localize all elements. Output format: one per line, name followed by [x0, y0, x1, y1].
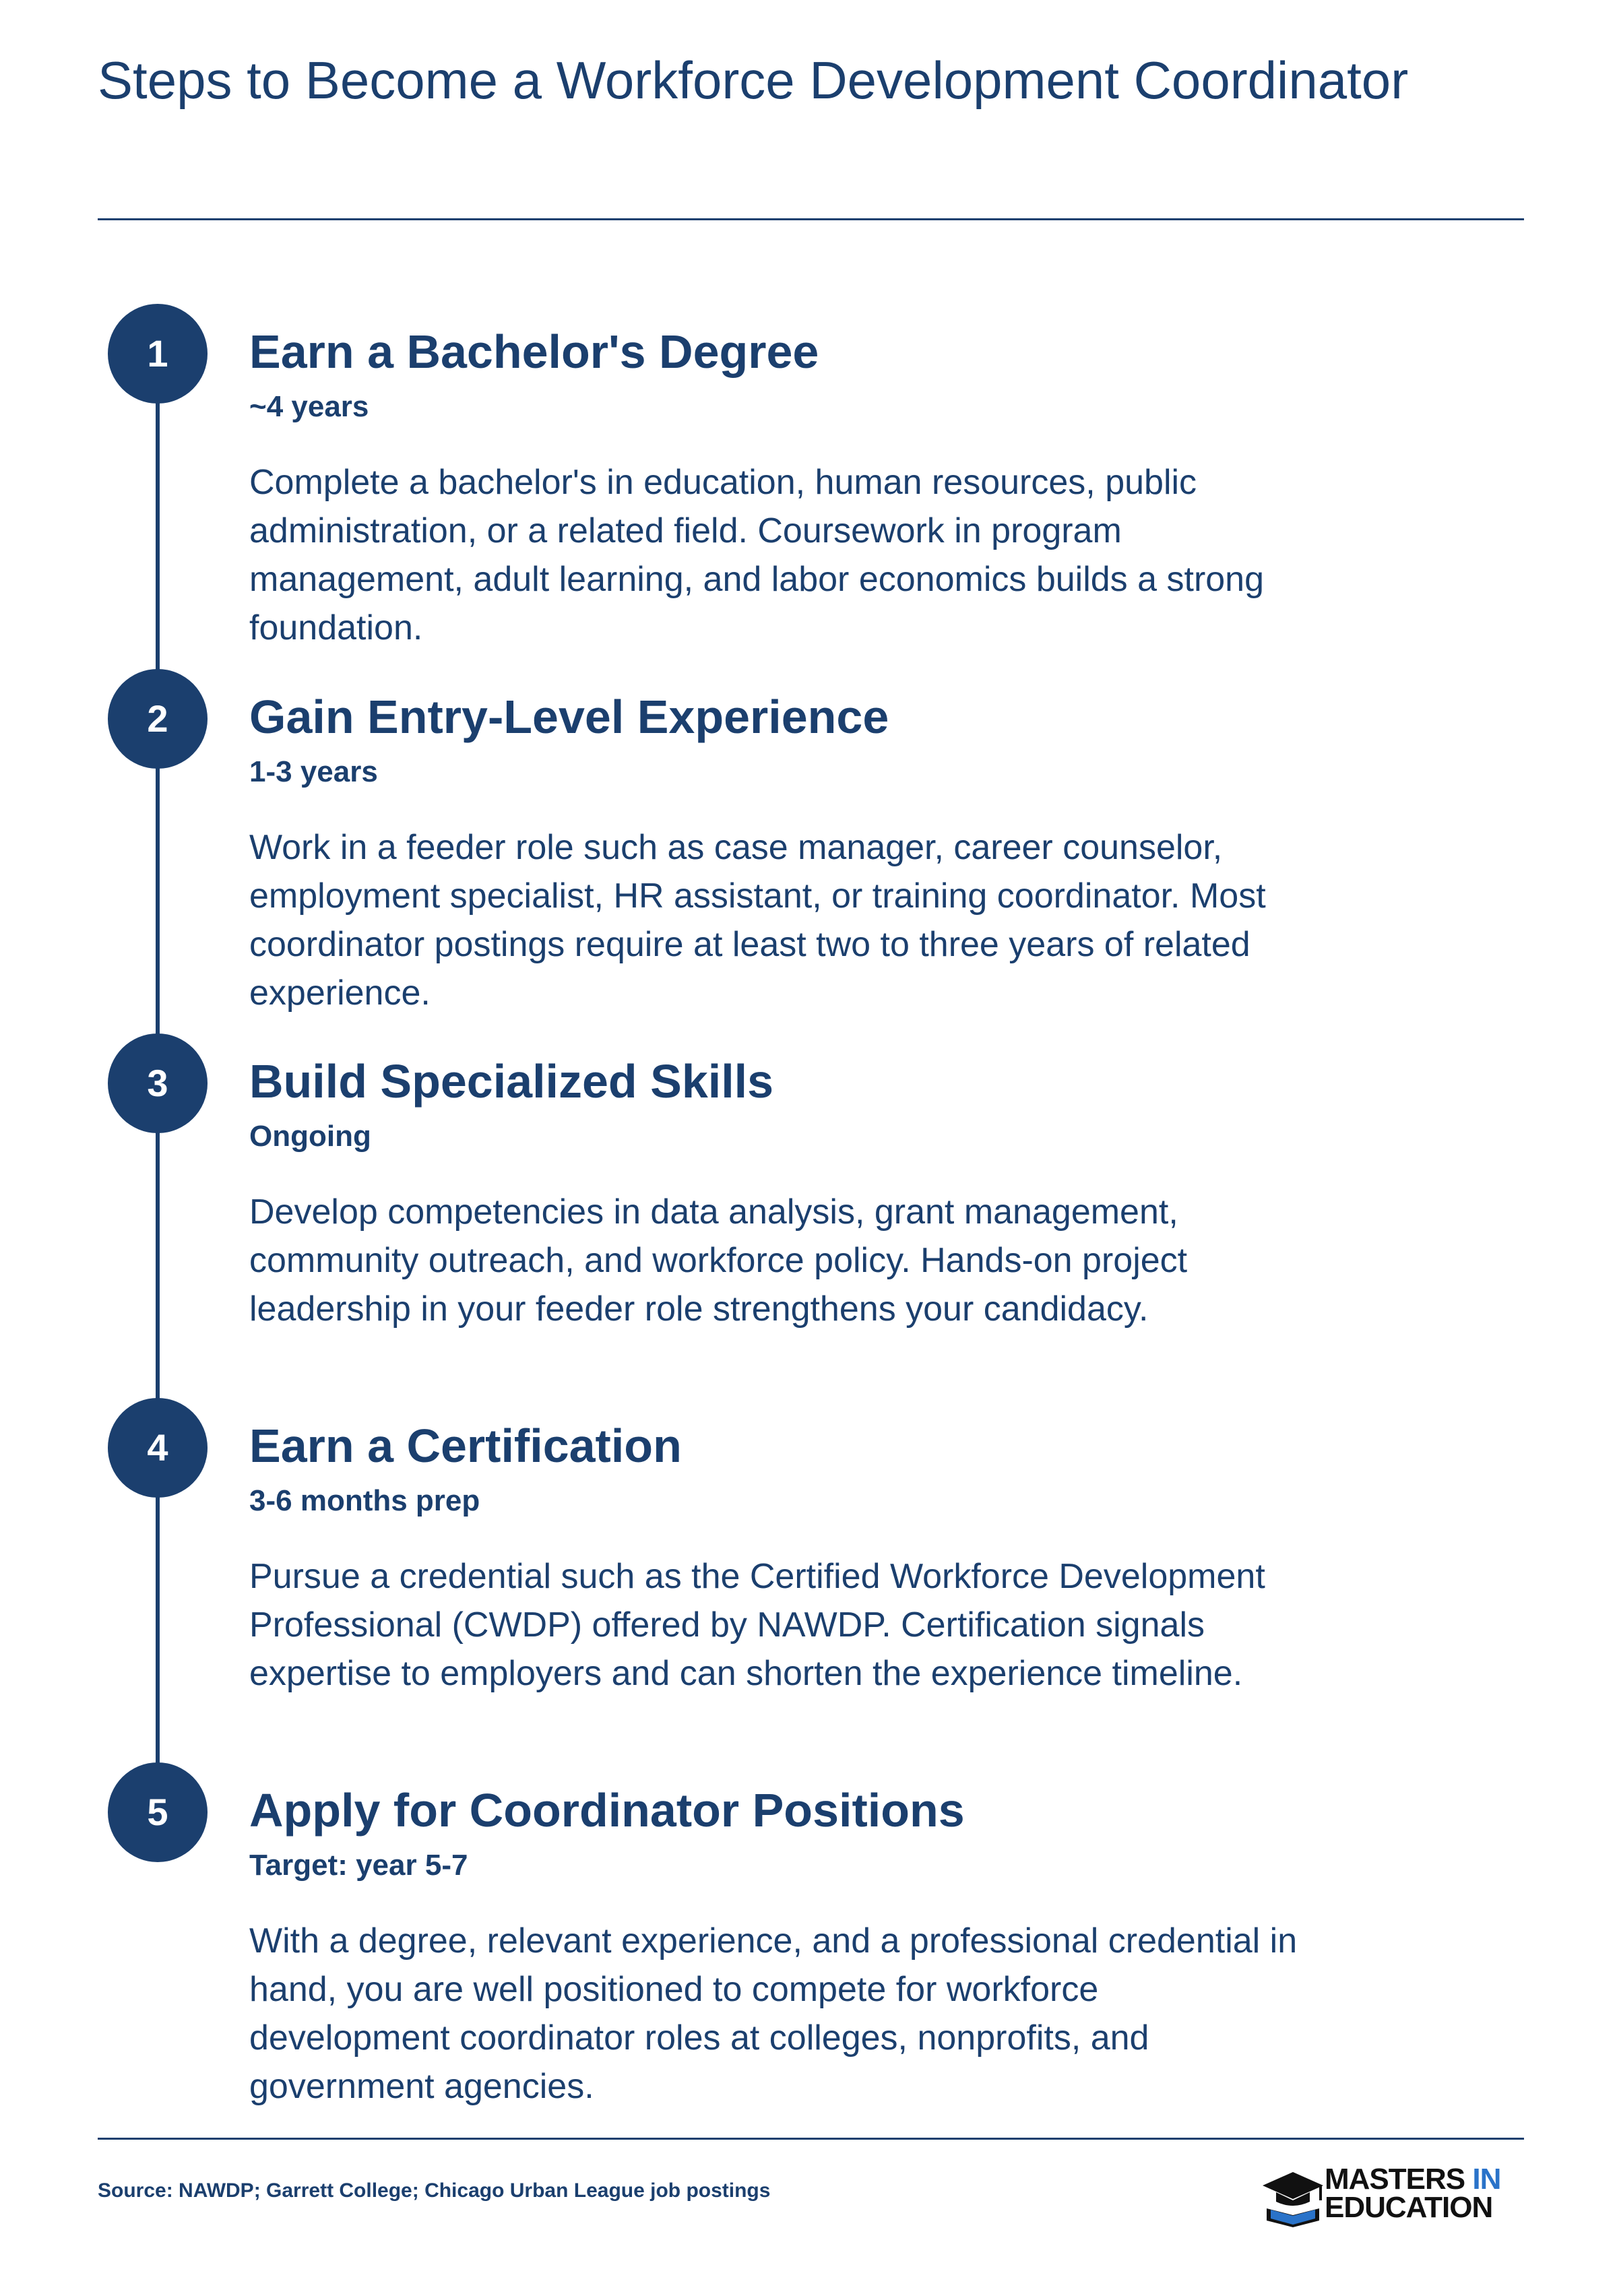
step-description: Work in a feeder role such as case manager, career counselor, employment specialist, HR assistant, or training coordinator. Most coordinator postings require at least two to three years of related experience. — [249, 828, 1266, 1013]
step-number-badge: 3 — [108, 1033, 208, 1133]
logo-word-education: EDUCATION — [1325, 2191, 1493, 2224]
step-duration: Ongoing — [249, 1120, 371, 1153]
step-number-badge: 5 — [108, 1762, 208, 1862]
step-description: Develop competencies in data analysis, grant management, community outreach, and workforce policy. Hands-on project leadership in your feeder role strengthens your candidacy. — [249, 1192, 1188, 1329]
header-divider — [98, 218, 1524, 220]
graduation-cap-book-icon — [1260, 2168, 1326, 2230]
step-title: Gain Entry-Level Experience — [249, 691, 889, 743]
step-duration: ~4 years — [249, 390, 369, 423]
logo-word-masters: MASTERS — [1325, 2163, 1465, 2196]
step-number-badge: 2 — [108, 669, 208, 769]
source-note: Source: NAWDP; Garrett College; Chicago Urban League job postings — [98, 2179, 771, 2202]
footer-divider — [98, 2138, 1524, 2140]
step-duration: 1-3 years — [249, 755, 378, 788]
step-title: Earn a Certification — [249, 1420, 682, 1472]
step-description: Pursue a credential such as the Certified Workforce Development Professional (CWDP) offered by NAWDP. Certification signals expertise to employers and can shorten the experience timeline. — [249, 1557, 1265, 1693]
masters-in-education-logo — [1260, 2163, 1524, 2237]
logo-word-in: IN — [1472, 2163, 1501, 2196]
step-description: Complete a bachelor's in education, human resources, public administration, or a related field. Coursework in program management, adult learning, and labor economics builds a strong foundation. — [249, 463, 1265, 647]
step-duration: Target: year 5-7 — [249, 1849, 468, 1882]
step-description: With a degree, relevant experience, and a professional credential in hand, you are well positioned to compete for workforce development coordinator roles at colleges, nonprofits, and government agencies. — [249, 1921, 1298, 2106]
step-number-badge: 1 — [108, 304, 208, 404]
logo-wordmark — [1325, 2165, 1500, 2222]
step-number-badge: 4 — [108, 1398, 208, 1498]
step-title: Earn a Bachelor's Degree — [249, 325, 819, 378]
step-duration: 3-6 months prep — [249, 1484, 480, 1517]
step-title: Build Specialized Skills — [249, 1055, 774, 1108]
page-title: Steps to Become a Workforce Development Coordinator — [98, 51, 1409, 110]
step-title: Apply for Coordinator Positions — [249, 1784, 965, 1837]
